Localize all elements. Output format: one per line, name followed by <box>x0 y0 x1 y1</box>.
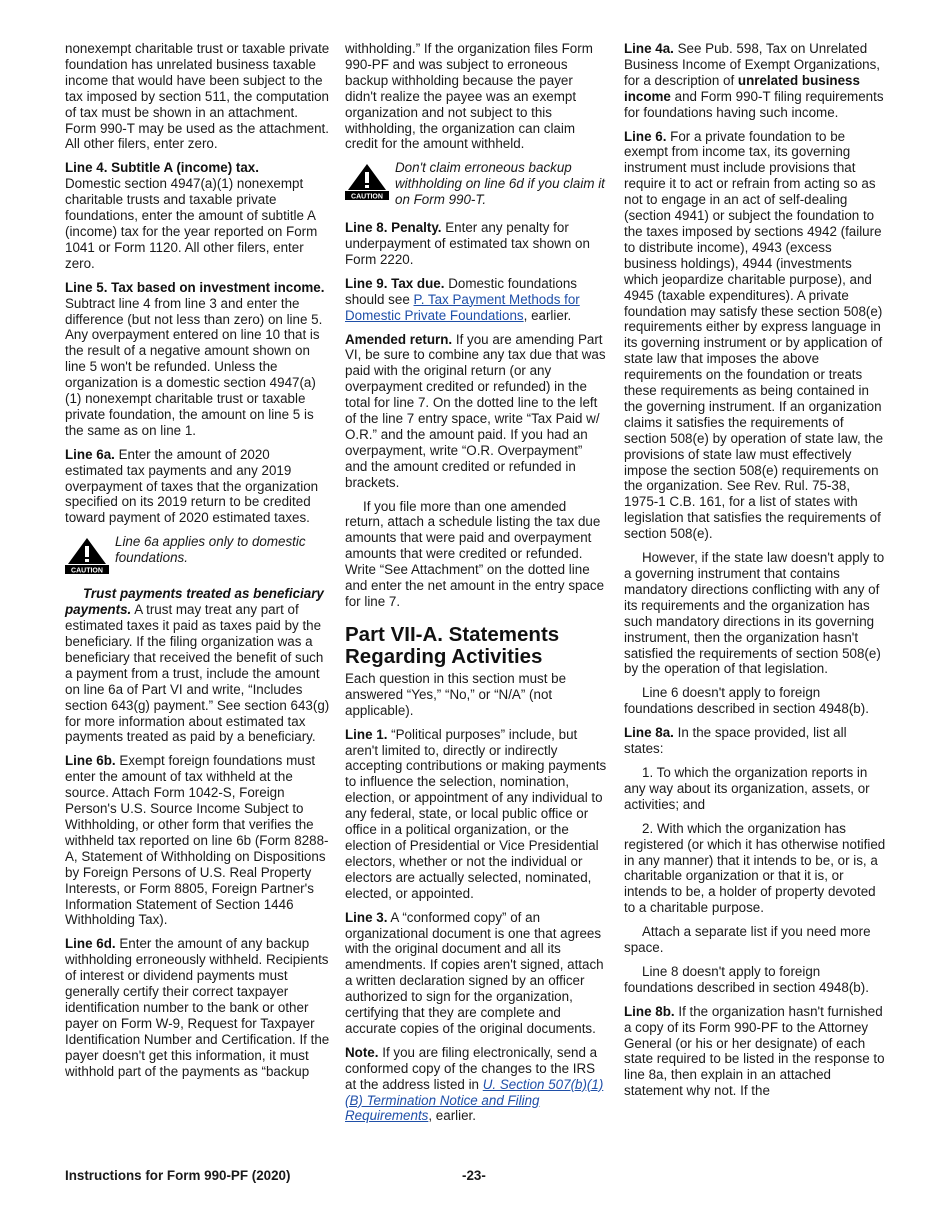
line-6b-text: Exempt foreign foundations must enter the amount of tax withheld at the source. Attach Form 1042-S, Foreign Person's U.S. Source Income Subject to Withholding, or other form that verifies the withheld tax reported on line 6b (Form 8288-A, Statement of Withholding on Dispositions by Foreign Persons of U.S. Real Property Interests, or Form 8805, Foreign Partner's Information Statement of Section 1446 Withholding Tax). <box>65 753 329 928</box>
caution-icon <box>345 162 389 200</box>
column-left <box>65 41 330 1087</box>
amended-return-heading: Amended return. <box>345 331 453 347</box>
column-middle <box>345 41 607 1132</box>
line-3-heading: Line 3. <box>345 909 388 925</box>
page-number: -23- <box>462 1168 486 1183</box>
column-right <box>624 41 886 1107</box>
line-1-heading: Line 1. <box>345 726 388 742</box>
line-4a-bold-term: unrelated business income <box>624 72 860 104</box>
line-5-text: Subtract line 4 from line 3 and enter the difference (but not less than zero) on line 5. Any overpayment entered on line 10 that is the result of a negative amount shown on line 5 won't be refunded. Unless the organization is a domestic section 4947(a)(1) nonexempt charitable trust or taxable private foundation, the amount on line 5 is the same as on line 1. <box>65 295 323 438</box>
line-9-text-end: , earlier. <box>523 307 572 323</box>
caution-label: CAUTION <box>71 567 103 575</box>
line-6d-text: Enter the amount of any backup withholding erroneously withheld. Recipients of interest or dividend payments must generally certify their correct taxpayer identification number to the bank or other payer on Form W-9, Request for Taxpayer Identification Number and Certification. If the payer doesn't get this information, it must withhold part of the payments as “backup <box>65 936 330 1079</box>
line-4a-text-end: and Form 990-T filing requirements for foundations having such income. <box>624 88 884 120</box>
line-4a-paragraph <box>624 41 886 121</box>
paragraph: withholding.” If the organization files Form 990-PF and was subject to erroneous backup withholding because the payer didn't realize the payee was an exempt organization and not subject to this withholding, the organization can claim credit for the amount withheld. <box>345 41 593 152</box>
line-8-paragraph <box>345 220 607 268</box>
line-8b-paragraph <box>624 1004 886 1099</box>
line-9-text: Domestic foundations should see <box>345 275 577 307</box>
amended-return-paragraph <box>345 332 607 491</box>
line-6b-heading: Line 6b. <box>65 753 116 769</box>
tax-payment-methods-link[interactable]: P. Tax Payment Methods for Domestic Private Foundations <box>345 291 580 323</box>
line-6-text: For a private foundation to be exempt from income tax, its governing instrument must include provisions that require it to act or refrain from acting so as not to engage in an act of self-dealing (section 4941) or subject the foundation to the taxes imposed by sections 4942 (failure to distribute income), 4943 (excess business holdings), 4944 (investments which jeopardize charitable purpose), and 4945 (taxable expenditures). A private foundation may satisfy these section 508(e) requirements either by express language in its governing instrument or by application of state law that imposes the above requirements on the foundation or treats these requirements as being contained in the governing instrument. If an organization claims it satisfies the requirements of section 508(e) by operation of state law, the provisions of state law must effectively impose the section 508(e) requirements on the organization. See Rev. Rul. 75-38, 1975-1 C.B. 161, for a list of states with legislation that satisfies the requirements of section 508(e). <box>624 128 884 542</box>
line-6-paragraph-2: However, if the state law doesn't apply to a governing instrument that contains mandatory directions conflicting with any of its requirements and the organization has such mandatory directions in its governing instrument, then the organization hasn't satisfied the requirements of section 508(e) by the operation of that legislation. <box>624 550 885 677</box>
line-3-paragraph <box>345 910 607 1037</box>
amended-return-text: If you are amending Part VI, be sure to combine any tax due that was paid with the original return (or any overpayment credited or refunded) in the total for line 7. On the dotted line to the left of the line 7 entry space, write “Tax Paid w/ O.R.” and the amount paid. If you had an overpayment, write “O.R. Overpayment” and the amount credited or refunded in brackets. <box>345 331 606 490</box>
caution-text: Line 6a applies only to domestic foundations. <box>115 534 306 566</box>
note-text: If you are filing electronically, send a conformed copy of the changes to the IRS at the address listed in <box>345 1044 598 1092</box>
termination-notice-link[interactable]: U. Section 507(b)(1)(B) Termination Notice and Filing Requirements <box>345 1076 604 1124</box>
line-1-text: “Political purposes” include, but aren't limited to, directly or indirectly accepting contributions or making payments to influence the selection, nomination, election, or appointment of any individual to any federal, state, or local public office or office in a political organization, or the election of Presidential or Vice Presidential electors, whether or not the individual or electors are actually selected, nominated, elected, or appointed. <box>345 726 607 901</box>
line-4a-heading: Line 4a. <box>624 41 674 56</box>
footer-title: Instructions for Form 990-PF (2020) <box>65 1168 291 1183</box>
caution-note <box>345 160 607 208</box>
trust-payments-paragraph <box>65 586 330 745</box>
amended-return-paragraph-2: If you file more than one amended return, attach a schedule listing the tax due amounts that were paid and overpayment amounts that were credited or refunded. Write “See Attachment” on the dotted line and enter the net amount in the entry space for line 7. <box>345 498 605 609</box>
line-6d-heading: Line 6d. <box>65 936 116 952</box>
line-6b-paragraph <box>65 753 330 928</box>
note-paragraph <box>345 1045 607 1125</box>
line-6d-paragraph <box>65 936 330 1079</box>
line-5-heading: Line 5. Tax based on investment income. <box>65 279 325 295</box>
line-6a-heading: Line 6a. <box>65 446 115 462</box>
line-4-heading: Line 4. Subtitle A (income) tax. <box>65 160 259 176</box>
line-9-paragraph <box>345 276 607 324</box>
line-8b-heading: Line 8b. <box>624 1003 675 1019</box>
list-item: 2. With which the organization has registered (or which it has otherwise notified in any manner) that it intends to be, or is, a charitable organization or that it is, or intends to be, a holder of property devoted to a charitable purpose. <box>624 820 886 916</box>
line-1-paragraph <box>345 727 607 902</box>
line-6a-paragraph <box>65 447 330 527</box>
line-3-text: A “conformed copy” of an organizational document is one that agrees with the original document and all its amendments. If copies aren't signed, attach a written declaration signed by an officer authorized to sign for the organization, certifying that they are complete and accurate copies of the original documents. <box>345 909 604 1036</box>
line-4-paragraph <box>65 160 330 271</box>
line-9-heading: Line 9. Tax due. <box>345 275 445 291</box>
trust-text: A trust may treat any part of estimated taxes it paid as taxes paid by the beneficiary. If the filing organization was a beneficiary that received the benefit of such a payment from a trust, include the amount on line 6a of Part VI and write, “Includes section 643(g) payment.” See section 643(g) for more information about estimated tax payments treated as paid by a beneficiary. <box>65 602 330 745</box>
trust-heading: Trust payments treated as beneficiary payments. <box>65 586 324 618</box>
caution-note <box>65 534 330 574</box>
note-heading: Note. <box>345 1044 379 1060</box>
line-4a-text: See Pub. 598, Tax on Unrelated Business Income of Exempt Organizations, for a description of <box>624 41 881 88</box>
line-8a-heading: Line 8a. <box>624 725 674 741</box>
line-6-paragraph-3: Line 6 doesn't apply to foreign foundations described in section 4948(b). <box>624 685 869 717</box>
line-8a-paragraph <box>624 725 886 757</box>
caution-icon <box>65 536 109 574</box>
line-8b-text: If the organization hasn't furnished a copy of its Form 990-PF to the Attorney General (or his or her designate) of each state required to be listed in the response to line 8a, then explain in an attached statement why not. If the <box>624 1003 885 1099</box>
list-item: 1. To which the organization reports in any way about its organization, assets, or activities; and <box>624 764 870 812</box>
line-6-heading: Line 6. <box>624 128 667 144</box>
section-heading: Part VII-A. Statements Regarding Activities <box>345 622 560 668</box>
note-text-end: , earlier. <box>428 1108 476 1124</box>
line-6-paragraph <box>624 129 886 543</box>
line-8-heading: Line 8. Penalty. <box>345 220 442 236</box>
line-4-text: Domestic section 4947(a)(1) nonexempt charitable trusts and taxable private foundations, enter the amount of subtitle A (income) tax for the year reported on Form 1041 or Form 1120. All other filers, enter zero. <box>65 176 318 271</box>
line-6a-text: Enter the amount of 2020 estimated tax payments and any 2019 overpayment of taxes that the organization specified on its 2019 return to be credited toward payment of 2020 estimated taxes. <box>65 446 319 526</box>
caution-label: CAUTION <box>351 193 383 201</box>
line-8a-paragraph-3: Attach a separate list if you need more space. <box>624 924 871 956</box>
line-8-text: Enter any penalty for underpayment of estimated tax shown on Form 2220. <box>345 220 590 267</box>
line-5-paragraph <box>65 280 330 439</box>
caution-text: Don't claim erroneous backup withholding on line 6d if you claim it on Form 990-T. <box>395 160 605 208</box>
line-8a-text: In the space provided, list all states: <box>624 725 847 757</box>
line-8a-paragraph-4: Line 8 doesn't apply to foreign foundations described in section 4948(b). <box>624 963 869 995</box>
paragraph: nonexempt charitable trust or taxable private foundation has unrelated business taxable income that would have been subject to the tax imposed by section 511, the computation of tax must be shown in an attachment. Form 990-T may be used as the attachment. All other filers, enter zero. <box>65 41 330 152</box>
section-intro: Each question in this section must be answered “Yes,” “No,” or “N/A” (not applicable). <box>345 670 567 718</box>
